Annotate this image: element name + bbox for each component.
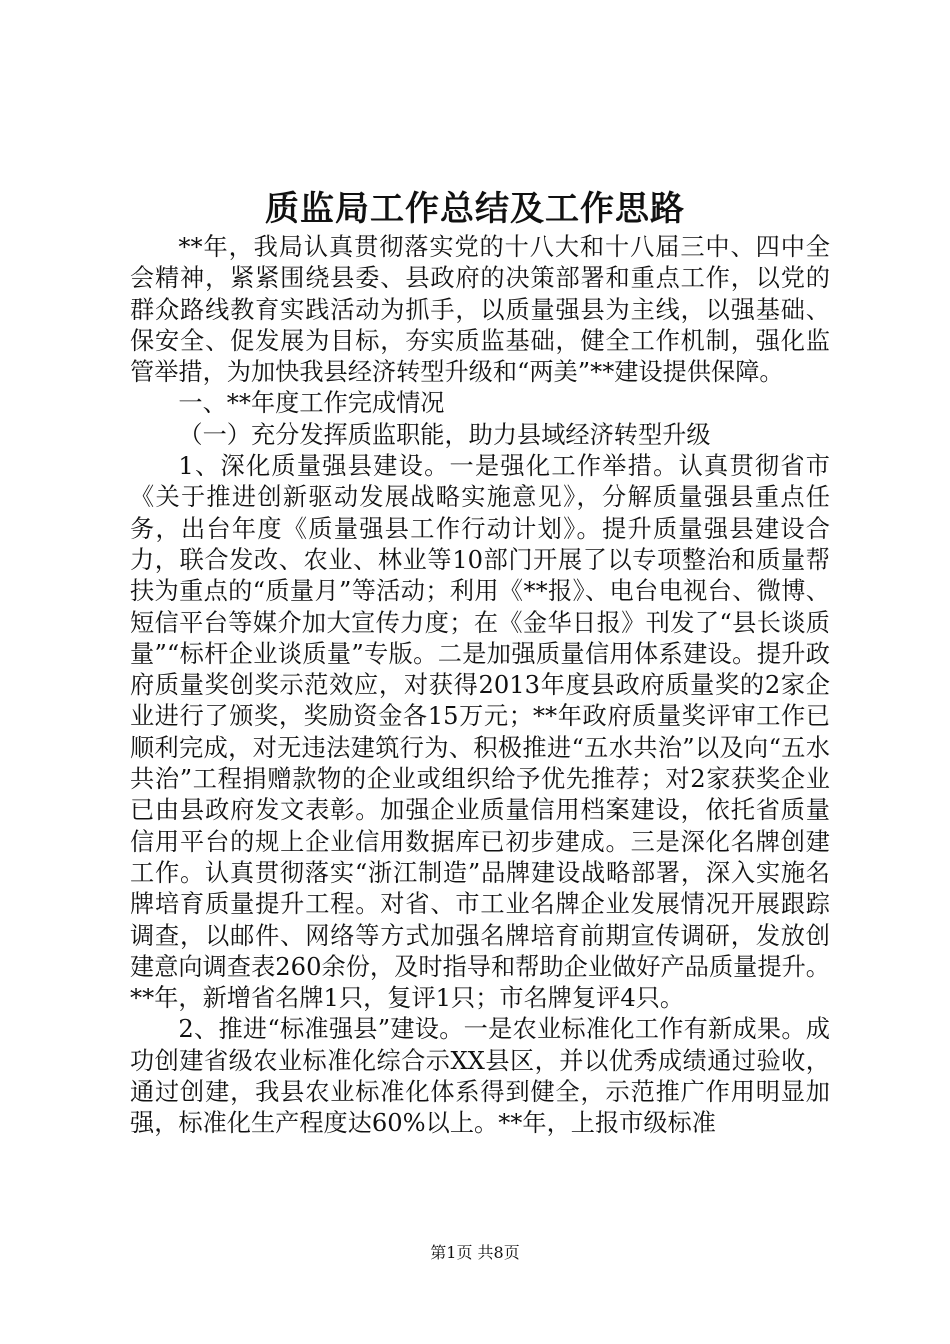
section-heading: 一、**年度工作完成情况 [178,389,445,418]
subsection-heading: （一）充分发挥质监职能，助力县域经济转型升级 [178,420,711,449]
intro-paragraph: **年，我局认真贯彻落实党的十八大和十八届三中、四中全会精神，紧紧围绕县委、县政府的决策部署和重点工作，以党的群众路线教育实践活动为抓手，以质量强县为主线，以强基础、保安全、促发展为目标，夯实质监基础，健全工作机制，强化监管举措，为加快我县经济转型升级和“两美”**建设提供保障。 [130,233,830,387]
body-paragraph: 2、推进“标准强县”建设。一是农业标准化工作有新成果。成功创建省级农业标准化综合示XX县区，并以优秀成绩通过验收，通过创建，我县农业标准化体系得到健全，示范推广作用明显加强，标准化生产程度达60%以上。**年，上报市级标准 [130,1015,830,1138]
body-paragraph: 1、深化质量强县建设。一是强化工作举措。认真贯彻省市《关于推进创新驱动发展战略实施意见》，分解质量强县重点任务，出台年度《质量强县工作行动计划》。提升质量强县建设合力，联合发改、农业、林业等10部门开展了以专项整治和质量帮扶为重点的“质量月”等活动；利用《**报》、电台电视台、微博、短信平台等媒介加大宣传力度；在《金华日报》刊发了“县长谈质量”“标杆企业谈质量”专版。二是加强质量信用体系建设。提升政府质量奖创奖示范效应，对获得2013年度县政府质量奖的2家企业进行了颁奖，奖励资金各15万元；**年政府质量奖评审工作已顺利完成，对无违法建筑行为、积极推进“五水共治”以及向“五水共治”工程捐赠款物的企业或组织给予优先推荐；对2家获奖企业已由县政府发文表彰。加强企业质量信用档案建设，依托省质量信用平台的规上企业信用数据库已初步建成。三是深化名牌创建工作。认真贯彻落实“浙江制造”品牌建设战略部署，深入实施名牌培育质量提升工程。对省、市工业名牌企业发展情况开展跟踪调查，以邮件、网络等方式加强名牌培育前期宣传调研，发放创建意向调查表260余份，及时指导和帮助企业做好产品质量提升。**年，新增省名牌1只，复评1只；市名牌复评4只。 [130,452,830,1013]
page-footer: 第1页 共8页 [430,1243,520,1262]
document-body [130,232,830,1140]
document-title: 质监局工作总结及工作思路 [265,189,685,229]
